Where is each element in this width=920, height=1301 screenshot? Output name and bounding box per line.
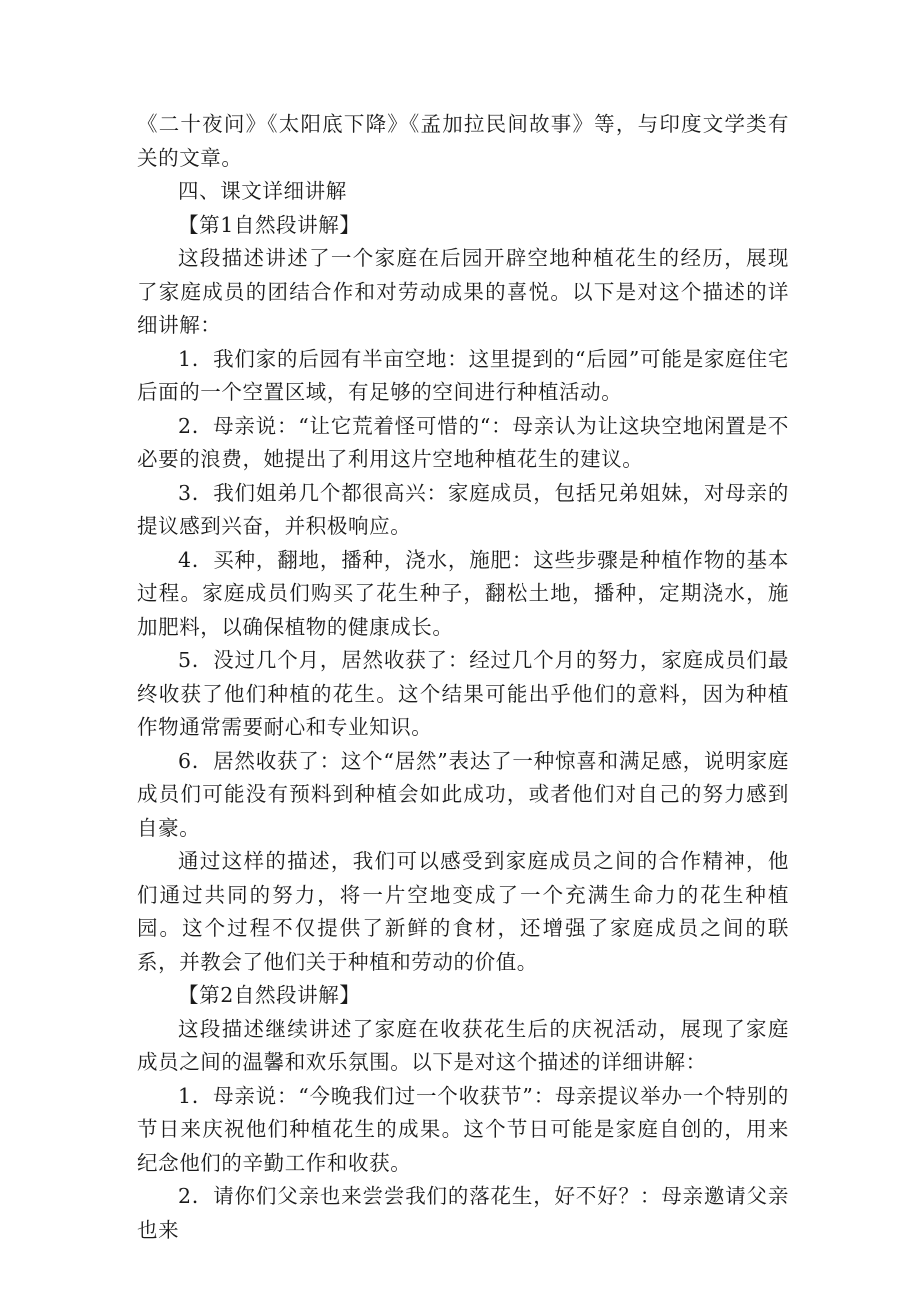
- subsection-title-paragraph-1: 【第1自然段讲解】: [178, 212, 361, 237]
- section-heading-4: 四、课文详细讲解: [178, 179, 347, 203]
- paragraph-1-description: 这段描述讲述了一个家庭在后园开辟空地种植花生的经历，展现了家庭成员的团结合作和对劳动成果的喜悦。以下是对这个描述的详细讲解：: [137, 246, 789, 337]
- subsection-title-paragraph-2: 【第2自然段讲解】: [178, 983, 361, 1007]
- paragraph-1-item-2: 2．母亲说：“让它荒着怪可惜的“：母亲认为让这块空地闲置是不必要的浪费，她提出了利用这片空地种植花生的建议。: [137, 413, 789, 471]
- paragraph-1-item-6: 6．居然收获了：这个“居然”表达了一种惊喜和满足感，说明家庭成员们可能没有预料到种植会如此成功，或者他们对自己的努力感到自豪。: [137, 748, 789, 840]
- paragraph-2-item-1: 1．母亲说：“今晚我们过一个收获节”：母亲提议举办一个特别的节日来庆祝他们种植花生的成果。这个节日可能是家庭自创的，用来纪念他们的辛勤工作和收获。: [137, 1083, 789, 1175]
- paragraph-1-item-5: 5．没过几个月，居然收获了：经过几个月的努力，家庭成员们最终收获了他们种植的花生。这个结果可能出乎他们的意料，因为种植作物通常需要耐心和专业知识。: [137, 648, 789, 739]
- paragraph-2-item-2: 2．请你们父亲也来尝尝我们的落花生，好不好？：母亲邀请父亲也来: [137, 1184, 789, 1242]
- paragraph-1-item-4: 4．买种，翻地，播种，浇水，施肥：这些步骤是种植作物的基本过程。家庭成员们购买了花生种子，翻松土地，播种，定期浇水，施加肥料，以确保植物的健康成长。: [137, 547, 789, 639]
- paragraph-2-description: 这段描述继续讲述了家庭在收获花生后的庆祝活动，展现了家庭成员之间的温馨和欢乐氛围。以下是对这个描述的详细讲解：: [137, 1016, 789, 1074]
- paragraph-1-item-3: 3．我们姐弟几个都很高兴：家庭成员，包括兄弟姐妹，对母亲的提议感到兴奋，并积极响应。: [137, 480, 789, 538]
- paragraph-1-item-1: 1．我们家的后园有半亩空地：这里提到的“后园”可能是家庭住宅后面的一个空置区域，有足够的空间进行种植活动。: [137, 346, 789, 404]
- document-page: [137, 108, 789, 1247]
- paragraph-1-summary: 通过这样的描述，我们可以感受到家庭成员之间的合作精神，他们通过共同的努力，将一片空地变成了一个充满生命力的花生种植园。这个过程不仅提供了新鲜的食材，还增强了家庭成员之间的联系，并教会了他们关于种植和劳动的价值。: [137, 849, 789, 974]
- paragraph-intro-continuation: 《二十夜问》《太阳底下降》《孟加拉民间故事》等，与印度文学类有关的文章。: [137, 112, 789, 170]
